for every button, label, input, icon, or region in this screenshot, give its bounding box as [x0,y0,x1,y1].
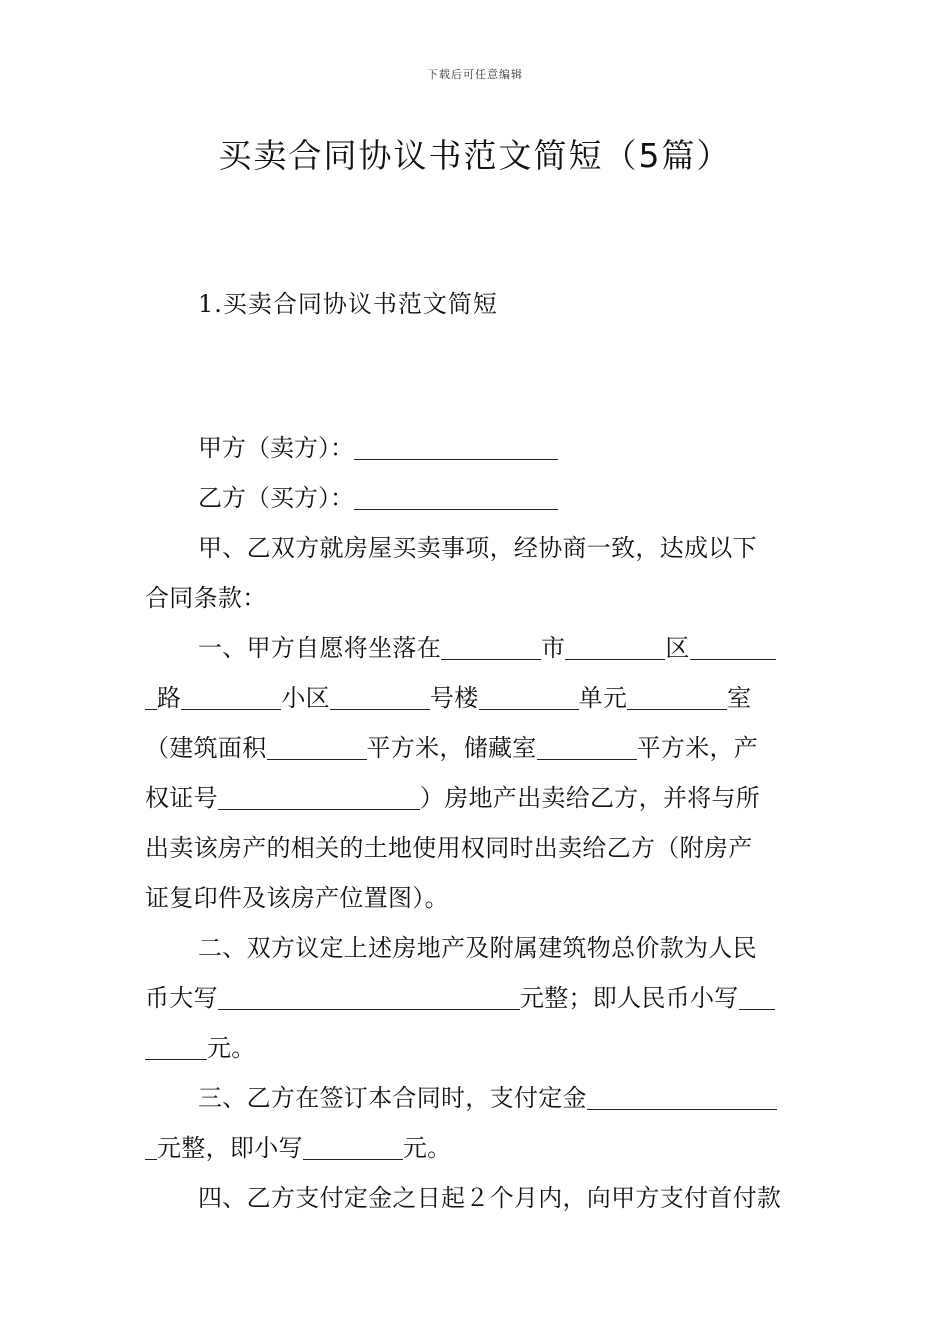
clause-1-text: 一、甲方自愿将坐落在 [198,634,441,662]
building-label: 号楼 [429,684,479,712]
party-a-line [145,423,807,473]
city-blank[interactable] [441,633,541,660]
area-unit-text: 平方米，产 [636,734,759,762]
district-label: 区 [665,634,690,662]
clause-2-line-1: 二、双方议定上述房地产及附属建筑物总价款为人民 [198,934,757,962]
party-a-label: 甲方（卖方）： [198,434,354,462]
clause-2-line-3 [145,1023,807,1073]
deposit-figures-label: 元整，即小写 [157,1134,303,1162]
party-b-line [145,473,807,523]
clause-4-paragraph [145,1173,807,1223]
document-title: 买卖合同协议书范文简短（5篇） [218,136,732,175]
clause-1-line-6: 证复印件及该房产位置图）。 [145,884,449,912]
clause-1-line-1 [145,623,807,673]
building-blank[interactable] [330,683,430,710]
certificate-number-blank[interactable] [218,783,420,810]
clause-1-paragraph [145,623,807,923]
deposit-figures-blank[interactable] [303,1133,403,1160]
yuan-text: 元。 [207,1034,256,1062]
deposit-label: 三、乙方在签订本合同时，支付定金 [198,1084,587,1112]
deposit-blank-part-2[interactable] [145,1133,157,1160]
road-label: 路 [157,684,182,712]
party-b-label: 乙方（买方）： [198,484,354,512]
intro-line-1: 甲、乙双方就房屋买卖事项，经协商一致，达成以下 [198,534,757,562]
clause-4-line-1: 四、乙方支付定金之日起２个月内，向甲方支付首付款 [198,1184,782,1212]
clause-1-line-2 [145,673,807,723]
clause-1-line-4 [145,773,807,823]
unit-blank[interactable] [479,683,579,710]
intro-paragraph [145,523,807,623]
contract-body [145,423,807,1223]
clause-3-paragraph [145,1073,807,1173]
amount-words-blank[interactable] [218,983,520,1010]
amount-figures-label: 元整；即人民币小写 [519,984,739,1012]
clause-1-line-5: 出卖该房产的相关的土地使用权同时出卖给乙方（附房产 [145,834,753,862]
certificate-label: 权证号 [145,784,218,812]
section-heading: 1.买卖合同协议书范文简短 [198,290,498,318]
storage-label: 平方米，储藏室 [366,734,537,762]
yuan-text: 元。 [402,1134,452,1162]
clause-1-line-3 [145,723,807,773]
amount-figures-blank-part-2[interactable] [145,1033,207,1060]
area-label: （建筑面积 [145,734,267,762]
city-label: 市 [541,634,566,662]
amount-words-label: 币大写 [145,984,218,1012]
clause-3-line-1 [145,1073,807,1123]
amount-figures-blank-part-1[interactable] [739,983,775,1010]
storage-area-blank[interactable] [537,733,637,760]
party-b-blank[interactable] [354,483,558,510]
clause-2-line-2 [145,973,807,1023]
header-note: 下载后可任意编辑 [427,68,523,81]
party-a-blank[interactable] [354,433,558,460]
community-label: 小区 [281,684,330,712]
clause-2-paragraph [145,923,807,1073]
area-blank[interactable] [267,733,367,760]
room-label: 室 [727,684,752,712]
road-blank-part-1[interactable] [690,633,776,660]
unit-label: 单元 [578,684,628,712]
clause-3-line-2 [145,1123,807,1173]
district-blank[interactable] [565,633,665,660]
intro-line-2: 合同条款： [145,584,267,612]
road-blank-part-2[interactable] [145,683,157,710]
room-blank[interactable] [627,683,727,710]
community-blank[interactable] [181,683,281,710]
deposit-blank-part-1[interactable] [587,1083,777,1110]
clause-1-text-continued: ）房地产出卖给乙方，并将与所 [419,784,761,812]
